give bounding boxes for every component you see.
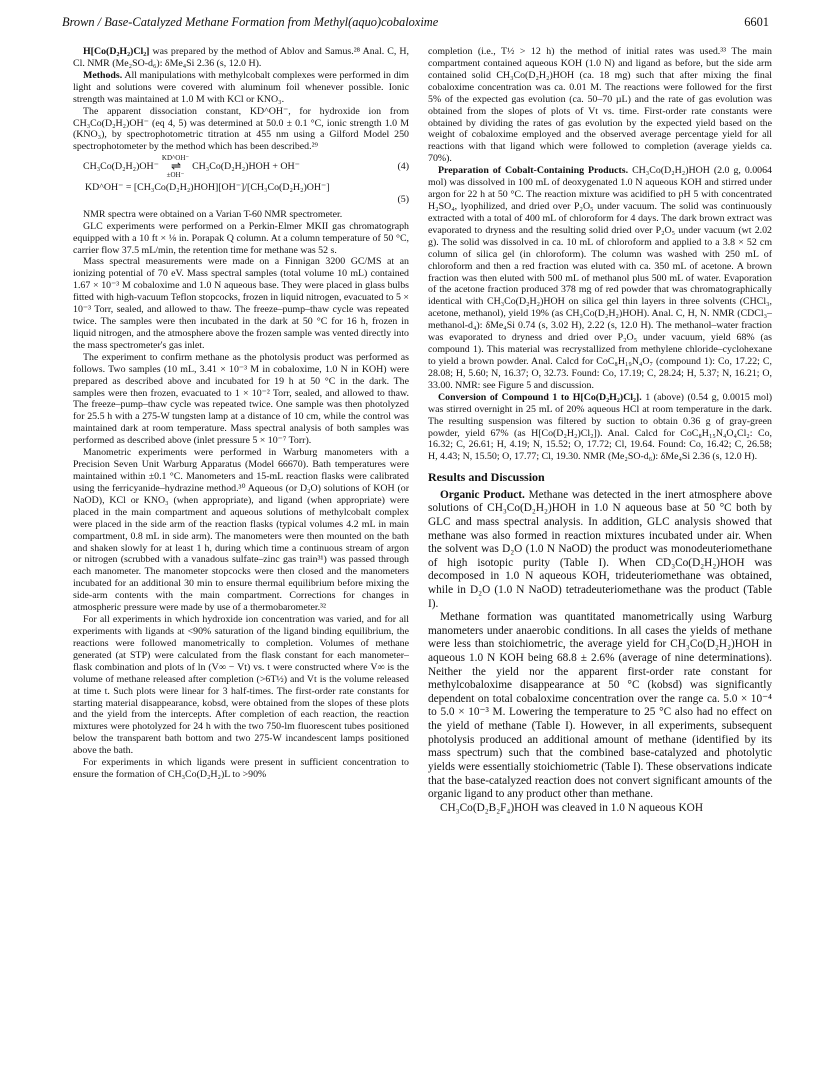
equation-4-number: (4) xyxy=(397,161,409,173)
equation-4-lhs: CH₃Co(D₂H₂)OH⁻ xyxy=(83,161,159,173)
organic-product-heading: Organic Product. xyxy=(440,488,525,501)
paragraph-conversion xyxy=(428,392,772,464)
equilibrium-constant-label: KD^OH⁻ xyxy=(161,154,190,163)
paragraph-text: 1 (above) (0.54 g, 0.0015 mol) was stirred overnight in 25 mL of 20% aqueous HCl at room temperature in the dark. The resulting suspension was filtered by suction to obtain 0.36 g of gray-green powder, yield 67% (as H[Co(D₂H₂)Cl₂]). Anal. Calcd for CoC₈H₁₅N₄O₄Cl₂: Co, 16.32; C, 26.61; H, 4.19; N, 15.52; O, 17.72; Cl, 19.64. Found: Co, 16.42; C, 26.58; H, 4.43; N, 15.50; O, 17.77; Cl, 19.30. NMR (Me₂SO-d₆): δMe₄Si 2.36 (s, 12.0 H). xyxy=(428,391,772,463)
right-column xyxy=(428,46,772,1056)
paragraph-cleavage: CH₃Co(D₂B₂F₄)HOH was cleaved in 1.0 N aqueous KOH xyxy=(440,801,703,814)
paragraph-nmr: NMR spectra were obtained on a Varian T-60 NMR spectrometer. xyxy=(83,208,343,220)
paragraph-mass-spec: Mass spectral measurements were made on a Finnigan 3200 GC/MS at an ionizing potential of 70 eV. Mass spectral samples (total volume 10 mL) contained 1.67 × 10⁻³ M cobaloxime and 1.0 N aqueous base. They were placed in glass bulbs fitted with high-vacuum Teflon stopcocks, frozen in liquid nitrogen, evacuated to 5 × 10⁻³ Torr, sealed, and allowed to thaw. The freeze–pump–thaw cycle was repeated twice. The samples were then incubated in the dark at 50 °C for 16 h, frozen in liquid nitrogen, and the atmosphere above the frozen sample was vented directly into the mass spectrometer's gas inlet. xyxy=(73,256,409,351)
section-title-results: Results and Discussion xyxy=(428,470,545,485)
methods-heading: Methods. xyxy=(83,69,123,81)
paragraph-ligands: For experiments in which ligands were present in sufficient concentration to ensure the formation of CH₃Co(D₂H₂)L to >90% xyxy=(73,757,409,781)
running-head xyxy=(62,12,769,32)
paragraph-dissociation: The apparent dissociation constant, KD^OH⁻, for hydroxide ion from CH₃Co(D₂H₂)OH⁻ (eq 4, 5) was determined at 50.0 ± 0.1 °C, ionic strength 1.0 M (KNO₃), by spectrophotometric titration at 455 nm using a Gilford Model 250 spectrophotometer by the method which has been described.²⁹ xyxy=(73,105,409,153)
page-number: 6601 xyxy=(744,14,769,29)
running-title: Brown / Base-Catalyzed Methane Formation from Methyl(aquo)cobaloxime xyxy=(62,14,439,29)
paragraph-photolysis: The experiment to confirm methane as the photolysis product was performed as follows. Two samples (10 mL, 3.41 × 10⁻³ M in cobaloxime, 1.0 N in KOH) were prepared as described above and incubated for 19 h at 50 °C in the dark. The samples were then frozen, evacuated to 1 × 10⁻² Torr, sealed, and allowed to thaw. The freeze–pump–thaw cycle was repeated twice. One sample was then photolyzed for 25.5 h with a 275-W tungsten lamp at a distance of 10 cm, while the control was maintained dark at room temperature. Mass spectral analysis of both samples was performed as described above (inlet pressure 5 × 10⁻⁷ Torr). xyxy=(73,351,409,447)
results-text xyxy=(428,489,772,816)
paragraph-glc: GLC experiments were performed on a Perkin-Elmer MKII gas chromatograph equipped with a 10 ft × ⅛ in. Porapak Q column. At a column temperature of 50 °C, carrier flow 37.5 mL/min, the retention time for methane was 52 s. xyxy=(73,220,409,256)
paragraph-text: CH₃Co(D₂H₂)HOH (2.0 g, 0.0064 mol) was dissolved in 100 mL of deoxygenated 1.0 N aqueous KOH and stirred under argon for 22 h at 50 °C. The reaction mixture was acidified to pH 5 with concentrated H₂SO₄, lyophilized, and dried over P₂O₅ under vacuum. The solid was continuously extracted with a total of 400 mL of chloroform for 4 days. The dark brown extract was evaporated to dryness and the resulting solid dried over P₂O₅ under vacuum (wt 2.02 g). The solid was dissolved in ca. 10 mL of chloroform and applied to a 3.8 × 52 cm column of silica gel (in chloroform). The column was washed with 250 mL of chloroform and then a red fraction was eluted with ca. 350 mL of acetone. A brown fraction was then eluted with 500 mL of methanol plus 500 mL of water. Evaporation of the acetone fraction produced 378 mg of red powder that was chromatographically identical with CH₃Co(D₂H₂)HOH on silica gel thin layers in three solvents (CHCl₃, acetone, methanol), yield 19% (as CH₃Co(D₂H₂)HOH). Anal. C, H, N. NMR (CDCl₃–methanol-d₄): δMe₄Si 0.74 (s, 3.02 H), 2.22 (s, 12.0 H). The methanol–water fraction was evaporated to dryness and dried over P₂O₅ under vacuum, yield 68% (as compound 1). This material was recrystallized from methylene chloride–cyclohexane to yield a brown powder. Anal. Calcd for CoC₈H₁₉N₄O₇ (compound 1): Co, 17.22; C, 28.08; H, 5.60; N, 16.37; O, 32.73. Found: Co, 17.19; C, 28.24; H, 5.37; N, 16.21; O, 33.00. NMR: see Figure 5 and discussion. xyxy=(428,165,772,391)
equilibrium-arrow xyxy=(162,155,189,179)
compound-heading: H[Co(D₂H₂)Cl₂] xyxy=(83,46,150,57)
paragraph-text: Methane was detected in the inert atmosphere above solutions of CH₃Co(D₂H₂)HOH in 1.0 N aqueous base at 50 °C both by GLC and mass spectral analysis. In addition, GLC analysis showed that methane was also formed in reaction mixtures incubated under air. When the solvent was D₂O (1.0 N NaOD) the product was monodeuteriomethane of high isotopic purity (Table I). When CD₃Co(D₂H₂)HOH was decomposed in 1.0 N aqueous KOH, trideuteriomethane was obtained, while in D₂O (1.0 N NaOD) tetradeuteriomethane was the product (Table I). xyxy=(428,488,772,610)
paragraph-text: was prepared by the method of Ablov and Samus.²⁸ Anal. C, H, Cl. NMR (Me₂SO-d₆): δMe₄Si 2.36 (s, 12.0 H). xyxy=(73,46,409,69)
equation-5-number: (5) xyxy=(397,193,409,205)
left-column xyxy=(73,46,409,1056)
paragraph-manometric: Manometric experiments were performed in Warburg manometers with a Precision Seven Unit Warburg Apparatus (Model 66670). Bath temperatures were maintained within ±0.1 °C. Manometers and 15-mL reaction flasks were calibrated using the ferricyanide–hydrazine method.³⁰ Aqueous (or D₂O) solutions of KOH (or NaOD), KCl or KNO₃ (when appropriate), and ligand (when appropriate) were placed in the main compartment and aqueous solutions of methylcobalt complex were placed in the side arm of the reaction flasks (typical volumes 4.2 mL in main compartment, 0.8 mL in side arm). The manometers were then mounted on the bath and shaken slowly for at least 1 h, during which time a continuous stream of argon or nitrogen (scrubbed with a vanadous sulfate–zinc gas train³¹) was passed through each manometer. The manometer stopcocks were then closed and the manometers incubated for an additional 30 min to ensure thermal equilibrium before mixing the side-arm contents with the main compartment. Corrections for changes in atmospheric pressure were made by use of a thermobarometer.³² xyxy=(73,447,409,614)
paragraph-methods xyxy=(73,70,409,106)
equilibrium-bottom-label: ±OH⁻ xyxy=(166,170,185,179)
equation-5-text: KD^OH⁻ = [CH₃Co(D₂H₂)HOH][OH⁻]/[CH₃Co(D₂H₂)OH⁻] xyxy=(85,181,330,193)
equation-4-rhs: CH₃Co(D₂H₂)HOH + OH⁻ xyxy=(192,161,300,173)
preparation-heading: Preparation of Cobalt-Containing Products. xyxy=(438,165,629,177)
paragraph-text: All manipulations with methylcobalt complexes were performed in dim light and solutions were covered with aluminum foil whenever possible. Ionic strength was maintained at 1.0 M with KCl or KNO₃. xyxy=(73,69,409,105)
equation-5 xyxy=(73,182,409,206)
paragraph-preparation xyxy=(428,165,772,392)
paragraph-hcodhcl-prep xyxy=(73,46,409,70)
equation-4 xyxy=(73,155,409,179)
paragraph-initial-rates: completion (i.e., T½ > 12 h) the method of initial rates was used.³³ The main compartment contained aqueous KOH (1.0 N) and ligand as before, but the side arm contained solid CH₃Co(D₂H₂)HOH (ca. 18 mg) such that after mixing the final cobaloxime concentration was ca. 0.01 M. The reactions were followed for the first 5% of the expected gas evolution (ca. 50–70 µL) and the rate of gas evolution was obtained from the slopes of plots of Vt vs. time. First-order rate constants were obtained by dividing the rates of gas evolution by the expected yield based on the weight of cobaloxime employed and the observed average percentage yield for all reactions with that ligand which were followed to completion (average yields ca. 70%). xyxy=(428,46,772,165)
paragraph-organic-product xyxy=(428,489,772,611)
paragraph-rate-constants: For all experiments in which hydroxide ion concentration was varied, and for all experiments with ligands at <90% saturation of the ligand binding equilibrium, the reactions were followed manometrically to completion. Volumes of methane generated (at STP) were calculated from the flask constant for each manometer–flask combination and plots of ln (V∞ − Vt) vs. t were constructed where V∞ is the volume of methane released after completion (>6T½) and Vt is the volume released at time t. Such plots were linear for 3 half-times. The first-order rate constants for starting material disappearance, kobsd, were obtained from the slopes of these plots and the yield from the intercepts. After completion of each reaction, the reaction mixtures were photolyzed for 24 h with the two 750-lm fluorescent tubes positioned below the transparent bath bottom and two 275-W incandescent lamps positioned above the bath. xyxy=(73,614,409,757)
conversion-heading: Conversion of Compound 1 to H[Co(D₂H₂)Cl₂]. xyxy=(438,391,642,403)
paragraph-quantitation: Methane formation was quantitated manometrically using Warburg manometers under anaerobic conditions. In all cases the yields of methane were less than stoichiometric, the average yield for CH₃Co(D₂H₂)HOH in aqueous 1.0 N KOH being 68.8 ± 2.6% (average of nine determinations). Neither the yield nor the apparent first-order rate constant for methylcobaloxime disappearance at 50 °C (kobsd) was significantly dependent on total cobaloxime concentration over the range ca. 5.0 × 10⁻⁴ to 5.0 × 10⁻³ M. Lowering the temperature to 25 °C also had no effect on the yield of methane (Table I). However, in all experiments, subsequent photolysis produced an additional amount of methane (identified by its mass spectrum) such that the combined base-catalyzed and photolytic yields were essentially stoichiometric (Table I). These observations indicate that the base-catalyzed reaction does not convert significant amounts of the organic ligand to any product other than methane. xyxy=(428,611,772,801)
equilibrium-arrow-icon: ⇌ xyxy=(170,159,181,174)
